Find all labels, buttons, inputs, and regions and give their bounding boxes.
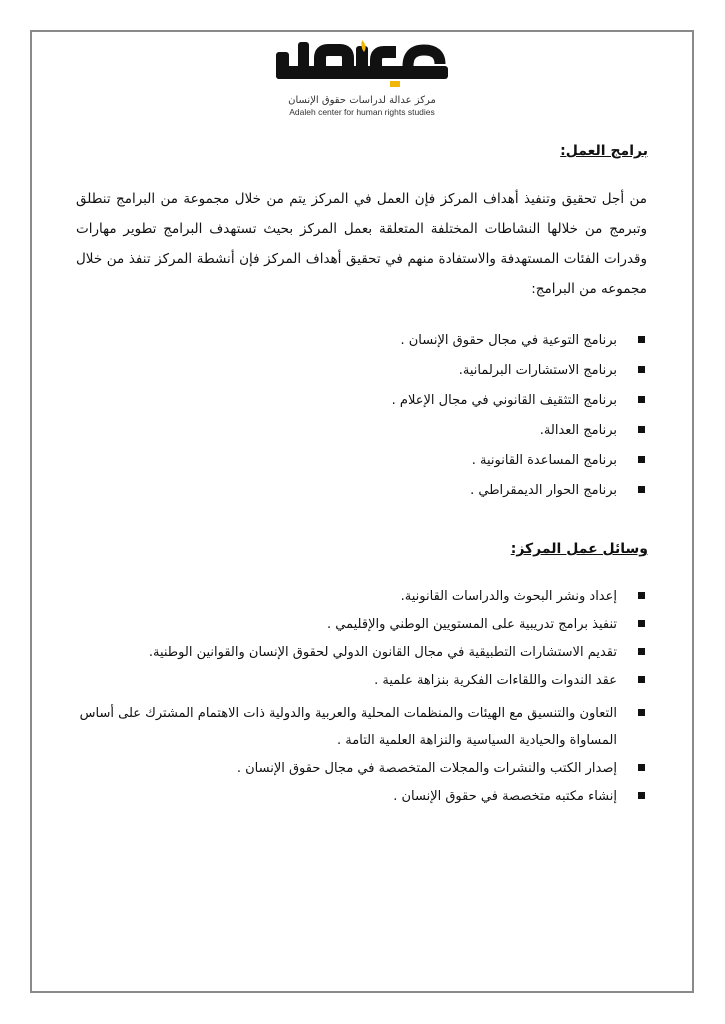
list-item: برنامج التثقيف القانوني في مجال الإعلام . (392, 392, 645, 410)
list-item: إعداد ونشر البحوث والدراسات القانونية. (57, 588, 645, 606)
bullet-icon (638, 456, 645, 463)
list-item: تقديم الاستشارات التطبيقية في مجال القانون الدولي لحقوق الإنسان والقوانين الوطنية. (57, 644, 645, 662)
list-item: برنامج التوعية في مجال حقوق الإنسان . (392, 332, 645, 350)
list-item: إصدار الكتب والنشرات والمجلات المتخصصة في مجال حقوق الإنسان . (57, 760, 645, 778)
list-item: برنامج الحوار الديمقراطي . (392, 482, 645, 500)
bullet-icon (638, 592, 645, 599)
programs-heading: برامج العمل: (560, 143, 648, 159)
bullet-icon (638, 396, 645, 403)
adaleh-logo-mark (268, 40, 456, 96)
bullet-icon (638, 764, 645, 771)
list-item: إنشاء مكتبه متخصصة في حقوق الإنسان . (57, 788, 645, 806)
programs-paragraph: من أجل تحقيق وتنفيذ أهداف المركز فإن العمل في المركز يتم من خلال مجموعة من البرامج تنطلق وتبرمج من خلالها النشاطات المختلفة المتعلقة بعمل المركز بحيث تستهدف البرامج تطوير مهارات وقدرات الفئات المستهدفة والاستفادة منهم في تحقيق أهداف المركز فإن أنشطة المركز تنفذ من خلال مجموعه من البرامج: (76, 191, 647, 297)
list-item: برنامج العدالة. (392, 422, 645, 440)
programs-list (392, 332, 645, 512)
bullet-icon (638, 486, 645, 493)
bullet-icon (638, 648, 645, 655)
methods-list (57, 588, 645, 816)
logo-english-subtitle: Adaleh center for human rights studies (289, 107, 435, 117)
bullet-icon (638, 620, 645, 627)
bullet-icon (638, 709, 645, 716)
adaleh-logo (268, 40, 456, 118)
logo-arabic-subtitle: مركز عدالة لدراسات حقوق الإنسان (288, 95, 436, 106)
methods-heading: وسائل عمل المركز: (510, 541, 648, 557)
bullet-icon (638, 336, 645, 343)
list-item: التعاون والتنسيق مع الهيئات والمنظمات المحلية والعربية والدولية ذات الاهتمام المشترك على أساس المساواة والحيادية السياسية والنزاهة العلمية التامة . (57, 700, 645, 754)
bullet-icon (638, 676, 645, 683)
bullet-icon (638, 366, 645, 373)
bullet-icon (638, 426, 645, 433)
list-item: تنفيذ برامج تدريبية على المستويين الوطني والإقليمي . (57, 616, 645, 634)
list-item: برنامج المساعدة القانونية . (392, 452, 645, 470)
list-item: برنامج الاستشارات البرلمانية. (392, 362, 645, 380)
list-item: عقد الندوات واللقاءات الفكرية بنزاهة علمية . (57, 672, 645, 690)
bullet-icon (638, 792, 645, 799)
